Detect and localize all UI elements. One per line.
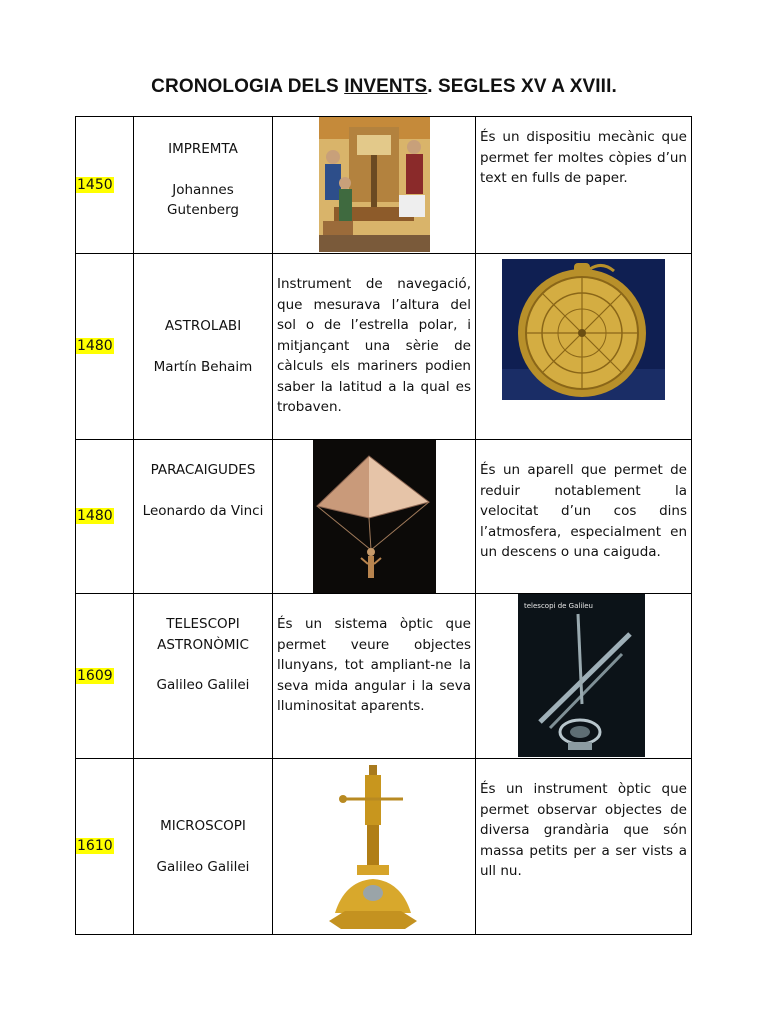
microscope-image bbox=[325, 763, 419, 931]
title-prefix: CRONOLOGIA DELS bbox=[151, 76, 345, 97]
description-cell bbox=[273, 594, 476, 759]
year-label: 1609 bbox=[77, 667, 113, 684]
inventor-name: Galileo Galilei bbox=[156, 677, 250, 693]
description-text: És un sistema òptic que permet veure objectes llunyans, tot ampliant-ne la seva mida angular i la seva lluminositat aparents. bbox=[277, 616, 471, 714]
image-cell bbox=[476, 594, 692, 759]
table-row bbox=[76, 440, 692, 594]
table-row bbox=[76, 759, 692, 935]
year-cell bbox=[76, 117, 134, 254]
telescope-image bbox=[518, 594, 645, 757]
invention-name: TELESCOPI ASTRONÒMIC bbox=[157, 616, 249, 653]
description-cell bbox=[476, 117, 692, 254]
inventor-name: Johannes Gutenberg bbox=[167, 181, 239, 218]
table-row bbox=[76, 117, 692, 254]
astrolabe-image bbox=[502, 259, 665, 400]
description-cell bbox=[273, 254, 476, 440]
invention-cell bbox=[134, 117, 273, 254]
invention-name: PARACAIGUDES bbox=[150, 462, 256, 478]
year-label: 1480 bbox=[77, 338, 113, 355]
description-text: Instrument de navegació, que mesurava l’altura del sol o de l’estrella polar, i mitjançant una sèrie de càlculs els mariners podien saber la latitud a la qual es trobaven. bbox=[277, 276, 471, 415]
image-cell bbox=[273, 117, 476, 254]
image-cell bbox=[273, 440, 476, 594]
inventor-name: Leonardo da Vinci bbox=[142, 502, 264, 519]
year-cell bbox=[76, 440, 134, 594]
year-label: 1610 bbox=[77, 838, 113, 855]
invention-cell bbox=[134, 594, 273, 759]
description-text: És un instrument òptic que permet observar objectes de diversa grandària que són massa petits per a ser vists a ull nu. bbox=[480, 781, 687, 879]
inventor-name: Galileo Galilei bbox=[156, 858, 250, 875]
table-row bbox=[76, 594, 692, 759]
title-suffix: . SEGLES XV A XVIII. bbox=[427, 76, 617, 97]
description-cell bbox=[476, 440, 692, 594]
year-cell bbox=[76, 594, 134, 759]
invention-name: ASTROLABI bbox=[164, 318, 242, 334]
invention-name: MICROSCOPI bbox=[160, 818, 246, 834]
page-title bbox=[0, 76, 768, 98]
invention-cell bbox=[134, 759, 273, 935]
invention-cell bbox=[134, 254, 273, 440]
invention-name: IMPREMTA bbox=[168, 141, 238, 157]
table-row bbox=[76, 254, 692, 440]
description-cell bbox=[476, 759, 692, 935]
inventions-table bbox=[75, 116, 692, 935]
telescope-caption: telescopi de Galileu bbox=[524, 602, 593, 610]
year-cell bbox=[76, 254, 134, 440]
title-underlined: INVENTS bbox=[344, 76, 428, 97]
image-cell bbox=[476, 254, 692, 440]
description-text: És un dispositiu mecànic que permet fer moltes còpies d’un text en fulls de paper. bbox=[480, 129, 687, 186]
year-label: 1480 bbox=[77, 508, 113, 525]
image-cell bbox=[273, 759, 476, 935]
year-label: 1450 bbox=[77, 176, 113, 193]
inventor-name: Martín Behaim bbox=[153, 358, 253, 375]
parachute-image bbox=[313, 440, 436, 593]
printing-press-image bbox=[319, 117, 430, 252]
invention-cell bbox=[134, 440, 273, 594]
description-text: És un aparell que permet de reduir notablement la velocitat d’un cos dins l’atmosfera, especialment en un descens o una caiguda. bbox=[480, 462, 687, 560]
year-cell bbox=[76, 759, 134, 935]
